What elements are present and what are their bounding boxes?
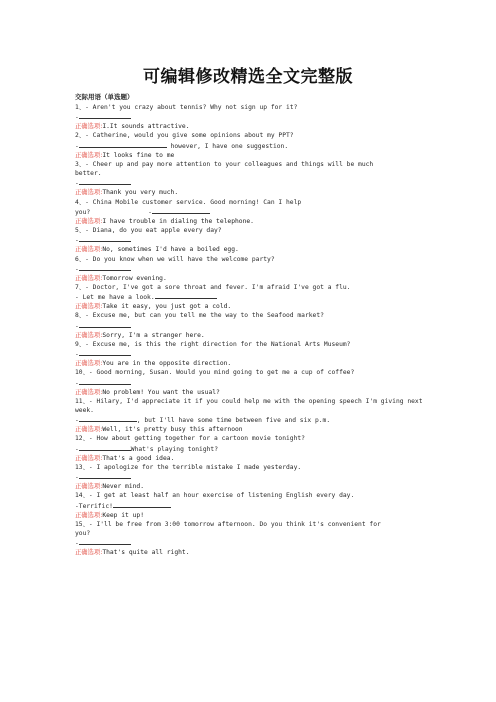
question-text: 2、- Catherine, would you give some opinions about my PPT? <box>75 132 294 140</box>
question-text: 13、- I apologize for the terrible mistake I made yesterday. <box>75 463 302 471</box>
answer-line: 正确选项:Well, it's pretty busy this afternoon <box>75 426 243 434</box>
section-heading: 交际用语（单选题） <box>75 93 134 101</box>
question-text-cont: - Let me have a look. <box>75 292 455 302</box>
question-text: 8、- Excuse me, but can you tell me the way to the Seafood market? <box>75 312 324 320</box>
answer-line: 正确选项:Thank you very much. <box>75 189 179 197</box>
response-line: - <box>75 178 455 188</box>
answer-line: 正确选项:Keep it up! <box>75 511 145 519</box>
question-text-cont: you? <box>75 530 91 538</box>
response-line: - however, I have one suggestion. <box>75 142 289 150</box>
answer-line: 正确选项:Take it easy, you just got a cold. <box>75 303 232 311</box>
question-text-cont: you? - <box>75 207 455 217</box>
response-line: - <box>75 538 455 548</box>
question-text: 1、- Aren't you crazy about tennis? Why not sign up for it? <box>75 104 298 111</box>
question-text: 6、- Do you know when we will have the welcome party? <box>75 255 275 263</box>
answer-line: 正确选项:No problem! You want the usual? <box>75 388 220 396</box>
question-text-cont: week. <box>75 407 94 414</box>
question-text: 4、- China Mobile customer service. Good morning! Can I help <box>75 198 302 206</box>
response-line: - <box>75 112 455 122</box>
answer-line: 正确选项:That's a good idea. <box>75 454 175 462</box>
answer-line: 正确选项:Tomorrow evening. <box>75 274 167 282</box>
response-line: - , but I'll have some time between five and six p.m. <box>75 417 331 425</box>
question-text: 14、- I get at least half an hour exercise of listening English every day. <box>75 492 355 500</box>
response-line: -Terrific! <box>75 501 455 511</box>
response-line: - <box>75 472 455 482</box>
question-text-cont: better. <box>75 170 102 178</box>
answer-line: 正确选项:Sorry, I'm a stranger here. <box>75 331 205 339</box>
question-text: 9、- Excuse me, is this the right direction for the National Arts Museum? <box>75 340 351 348</box>
question-text: 15、- I'll be free from 3:00 tomorrow afternoon. Do you think it's convenient for <box>75 520 381 528</box>
response-line: - <box>75 321 455 331</box>
answer-line: 正确选项:No, sometimes I'd have a boiled egg. <box>75 246 239 254</box>
question-list <box>75 103 455 558</box>
response-line: - What's playing tonight? <box>75 445 218 453</box>
response-line: - <box>75 235 455 245</box>
page-title: 可编辑修改精选全文完整版 <box>143 67 353 87</box>
answer-line: 正确选项:Never mind. <box>75 483 145 491</box>
question-text: 11、- Hilary, I'd appreciate it if you could help me with the opening speech I'm giving next <box>75 397 423 405</box>
response-line: - <box>75 264 455 274</box>
response-line: - <box>75 378 455 388</box>
answer-line: 正确选项:I.It sounds attractive. <box>75 123 190 131</box>
answer-line: 正确选项:That's quite all right. <box>75 549 190 557</box>
answer-line: 正确选项:I have trouble in dialing the telephone. <box>75 217 254 225</box>
answer-line: 正确选项:You are in the opposite direction. <box>75 360 232 368</box>
response-line: - <box>75 349 455 359</box>
question-text: 3、- Cheer up and pay more attention to your colleagues and things will be much <box>75 160 374 168</box>
question-text: 10、- Good morning, Susan. Would you mind going to get me a cup of coffee? <box>75 369 355 377</box>
answer-line: 正确选项:It looks fine to me <box>75 151 175 159</box>
question-text: 12、- How about getting together for a cartoon movie tonight? <box>75 435 305 443</box>
question-text: 7、- Doctor, I've got a sore throat and fever. I'm afraid I've got a flu. <box>75 283 351 291</box>
question-text: 5、- Diana, do you eat apple every day? <box>75 227 222 235</box>
